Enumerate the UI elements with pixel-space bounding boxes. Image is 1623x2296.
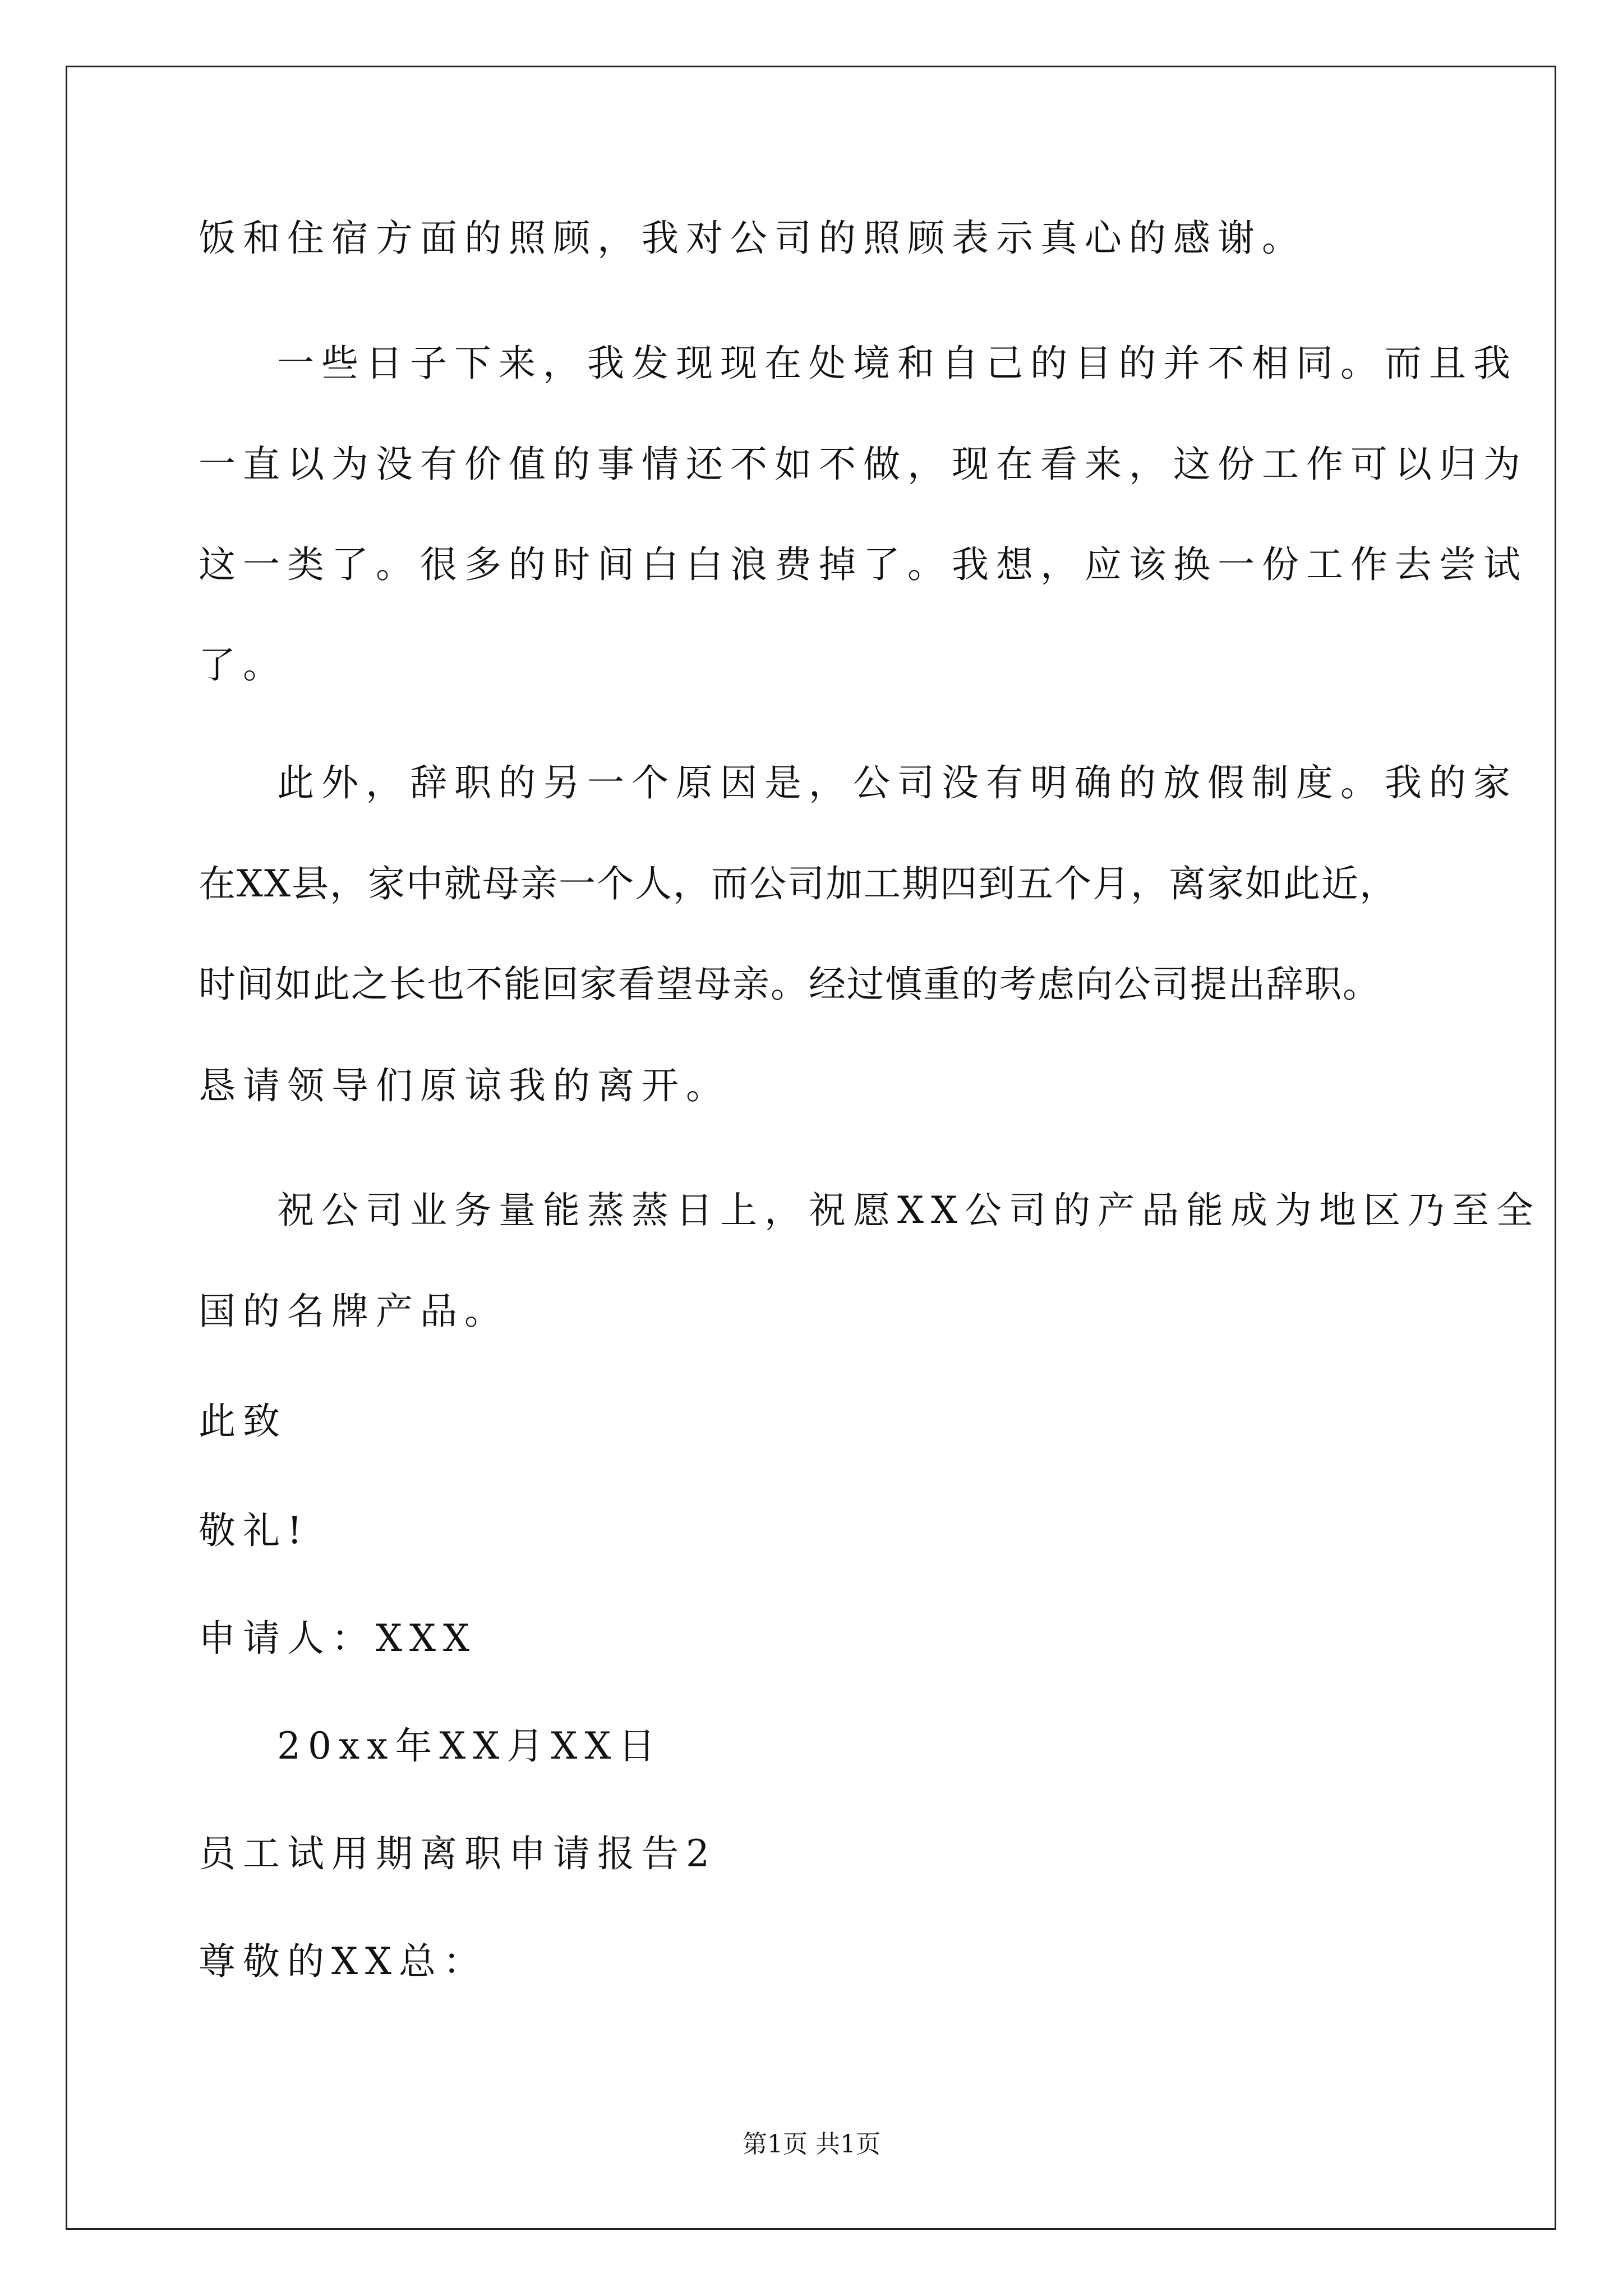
greeting-line: 尊敬的XX总：	[199, 1940, 487, 1983]
text-line-2: 一些日子下来，我发现现在处境和自己的目的并不相同。而且我	[277, 342, 1518, 385]
text-line-11: 国的名牌产品。	[199, 1290, 509, 1333]
text-line-8: 时间如此之长也不能回家看望母亲。经过慎重的考虑向公司提出辞职。	[199, 963, 1381, 1006]
date-line: 20xx年XX月XX日	[277, 1724, 663, 1768]
text-line-10: 祝公司业务量能蒸蒸日上，祝愿XX公司的产品能成为地区乃至全	[277, 1189, 1541, 1232]
text-line-4: 这一类了。很多的时间白白浪费掉了。我想，应该换一份工作去尝试	[199, 543, 1528, 586]
page-border	[66, 66, 1556, 2230]
applicant-line: 申请人：XXX	[199, 1617, 477, 1660]
text-line-3: 一直以为没有价值的事情还不如不做，现在看来，这份工作可以归为	[199, 443, 1528, 486]
closing-salutation: 此致	[199, 1400, 287, 1443]
text-line-1: 饭和住宿方面的照顾，我对公司的照顾表示真心的感谢。	[199, 217, 1306, 260]
text-line-7: 在XX县，家中就母亲一个人，而公司加工期四到五个月，离家如此近，	[199, 862, 1398, 905]
section-title: 员工试用期离职申请报告2	[199, 1832, 717, 1875]
text-line-6: 此外，辞职的另一个原因是，公司没有明确的放假制度。我的家	[277, 761, 1518, 804]
text-line-5: 了。	[199, 643, 287, 687]
page-footer: 第1页 共1页	[743, 2130, 880, 2159]
text-line-9: 恳请领导们原谅我的离开。	[199, 1064, 730, 1107]
closing-respect: 敬礼!	[199, 1509, 310, 1552]
